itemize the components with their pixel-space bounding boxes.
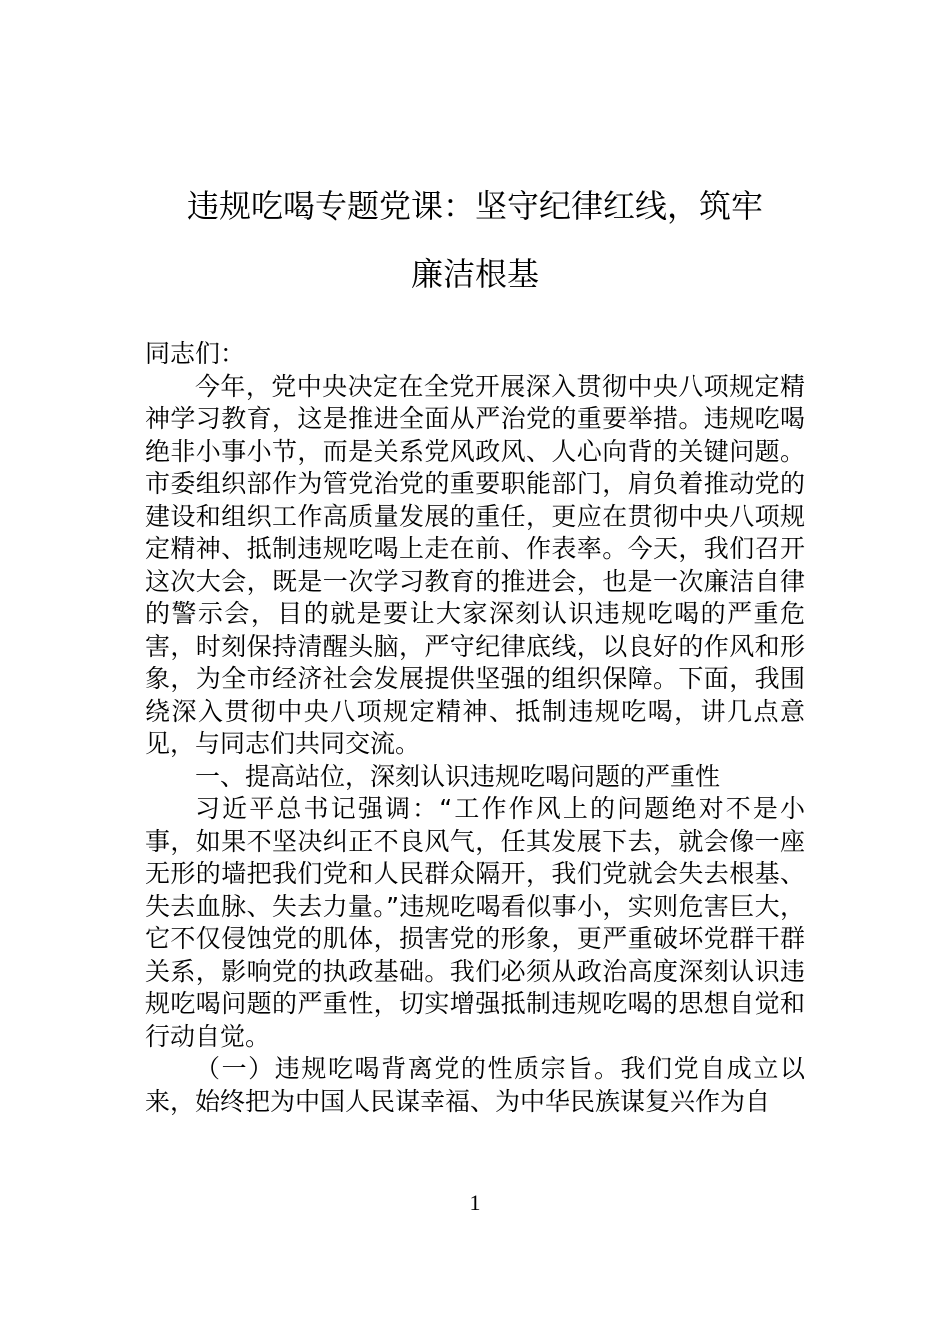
document-title	[145, 172, 805, 308]
quote-paragraph: 习近平总书记强调：“工作作风上的问题绝对不是小事，如果不坚决纠正不良风气，任其发展下去，就会像一座无形的墙把我们党和人民群众隔开，我们党就会失去根基、失去血脉、失去力量。”违规吃喝看似事小，实则危害巨大，它不仅侵蚀党的肌体，损害党的形象，更严重破坏党群干群关系，影响党的执政基础。我们必须从政治高度深刻认识违规吃喝问题的严重性，切实增强抵制违规吃喝的思想自觉和行动自觉。	[145, 794, 805, 1051]
intro-paragraph: 今年，党中央决定在全党开展深入贯彻中央八项规定精神学习教育，这是推进全面从严治党的重要举措。违规吃喝绝非小事小节，而是关系党风政风、人心向背的关键问题。市委组织部作为管党治党的重要职能部门，肩负着推动党的建设和组织工作高质量发展的重任，更应在贯彻中央八项规定精神、抵制违规吃喝上走在前、作表率。今天，我们召开这次大会，既是一次学习教育的推进会，也是一次廉洁自律的警示会，目的就是要让大家深刻认识违规吃喝的严重危害，时刻保持清醒头脑，严守纪律底线，以良好的作风和形象，为全市经济社会发展提供坚强的组织保障。下面，我围绕深入贯彻中央八项规定精神、抵制违规吃喝，讲几点意见，与同志们共同交流。	[145, 371, 805, 758]
document-body	[145, 338, 805, 1118]
section-heading-1: 一、提高站位，深刻认识违规吃喝问题的严重性	[195, 761, 721, 791]
salutation: 同志们：	[145, 339, 246, 368]
title-line-2: 廉洁根基	[410, 255, 539, 293]
page-number: 1	[469, 1190, 481, 1215]
subsection-paragraph-1: （一）违规吃喝背离党的性质宗旨。我们党自成立以来，始终把为中国人民谋幸福、为中华民族谋复兴作为自	[145, 1054, 805, 1116]
title-line-1: 违规吃喝专题党课：坚守纪律红线，筑牢	[186, 187, 763, 225]
